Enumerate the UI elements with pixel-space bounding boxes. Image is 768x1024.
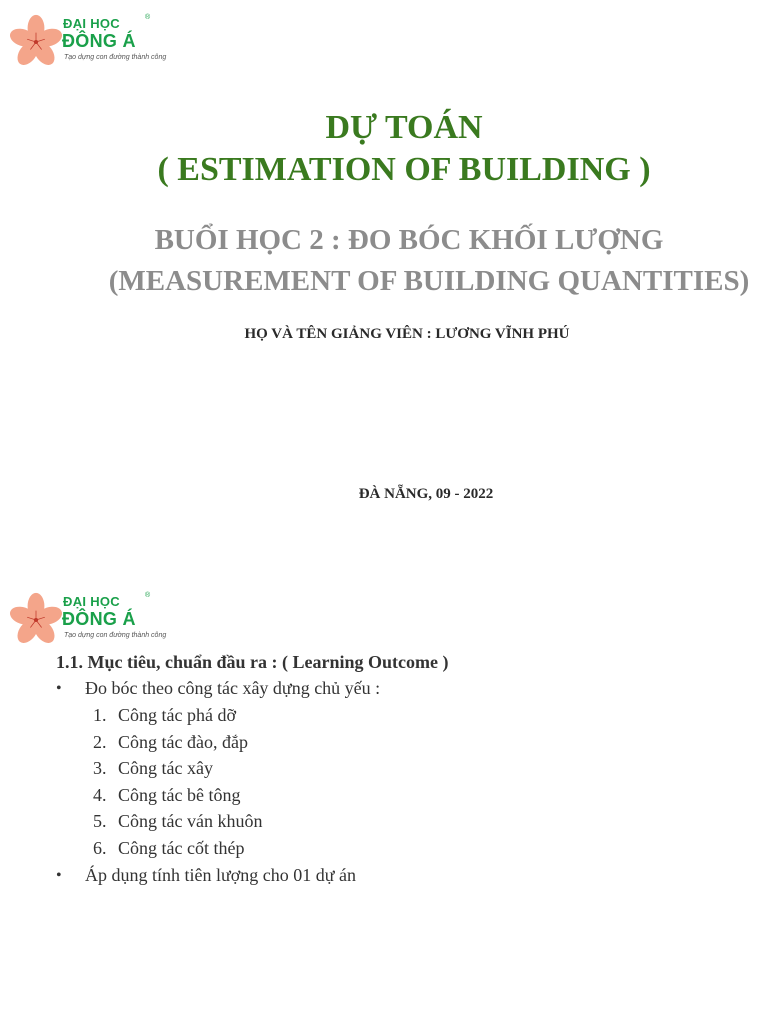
logo-text-line2: ĐÔNG Á xyxy=(62,609,136,629)
list-item xyxy=(56,729,448,756)
list-text: Công tác cốt thép xyxy=(118,837,245,858)
numbered-list xyxy=(56,702,448,862)
list-item xyxy=(56,835,448,862)
logo-text-line2: ĐÔNG Á xyxy=(62,31,136,51)
list-text: Công tác xây xyxy=(118,758,213,779)
list-text: Công tác phá dỡ xyxy=(118,705,236,725)
logo-text-line1: ĐẠI HỌC xyxy=(63,594,120,609)
university-logo xyxy=(8,12,167,68)
registered-mark: ® xyxy=(145,14,151,21)
list-item xyxy=(56,808,448,835)
list-number: 1. xyxy=(93,705,107,725)
place-date: ĐÀ NẴNG, 09 - 2022 xyxy=(358,486,494,502)
list-text: Công tác đào, đắp xyxy=(118,731,248,752)
list-item xyxy=(56,755,448,782)
bullet-text: Đo bóc theo công tác xây dựng chủ yếu : xyxy=(85,678,381,698)
lecturer-name: HỌ VÀ TÊN GIẢNG VIÊN : LƯƠNG VĨNH PHÚ xyxy=(244,326,570,342)
flower-logo-icon xyxy=(8,14,64,70)
content-slide xyxy=(0,575,768,1024)
logo-text-line1: ĐẠI HỌC xyxy=(63,16,120,31)
flower-logo-icon xyxy=(8,592,64,648)
slide-title-line2: ( ESTIMATION OF BUILDING ) xyxy=(157,151,651,188)
bullet-item xyxy=(56,677,448,700)
list-text: Công tác bê tông xyxy=(118,784,241,805)
bullet-icon: • xyxy=(56,866,62,884)
list-number: 5. xyxy=(93,811,107,832)
list-number: 2. xyxy=(93,731,107,752)
learning-outcome-content xyxy=(56,651,448,887)
logo-tagline: Tạo dựng con đường thành công xyxy=(64,54,167,61)
slide-subtitle-line2: (MEASUREMENT OF BUILDING QUANTITIES) xyxy=(108,265,750,297)
list-item xyxy=(56,782,448,809)
list-number: 4. xyxy=(93,784,107,805)
section-heading: 1.1. Mục tiêu, chuẩn đầu ra : ( Learning Outcome ) xyxy=(56,652,449,672)
bullet-item xyxy=(56,864,448,887)
bullet-icon: • xyxy=(56,680,62,697)
list-item xyxy=(56,702,448,729)
logo-tagline: Tạo dựng con đường thành công xyxy=(64,632,167,639)
list-number: 3. xyxy=(93,758,107,779)
university-logo xyxy=(8,590,167,646)
list-number: 6. xyxy=(93,837,107,858)
list-text: Công tác ván khuôn xyxy=(118,811,263,832)
bullet-text: Áp dụng tính tiên lượng cho 01 dự án xyxy=(85,864,357,885)
slide-subtitle-line1: BUỔI HỌC 2 : ĐO BÓC KHỐI LƯỢNG xyxy=(154,224,664,256)
registered-mark: ® xyxy=(145,592,151,599)
slide-title-line1: DỰ TOÁN xyxy=(325,109,483,146)
